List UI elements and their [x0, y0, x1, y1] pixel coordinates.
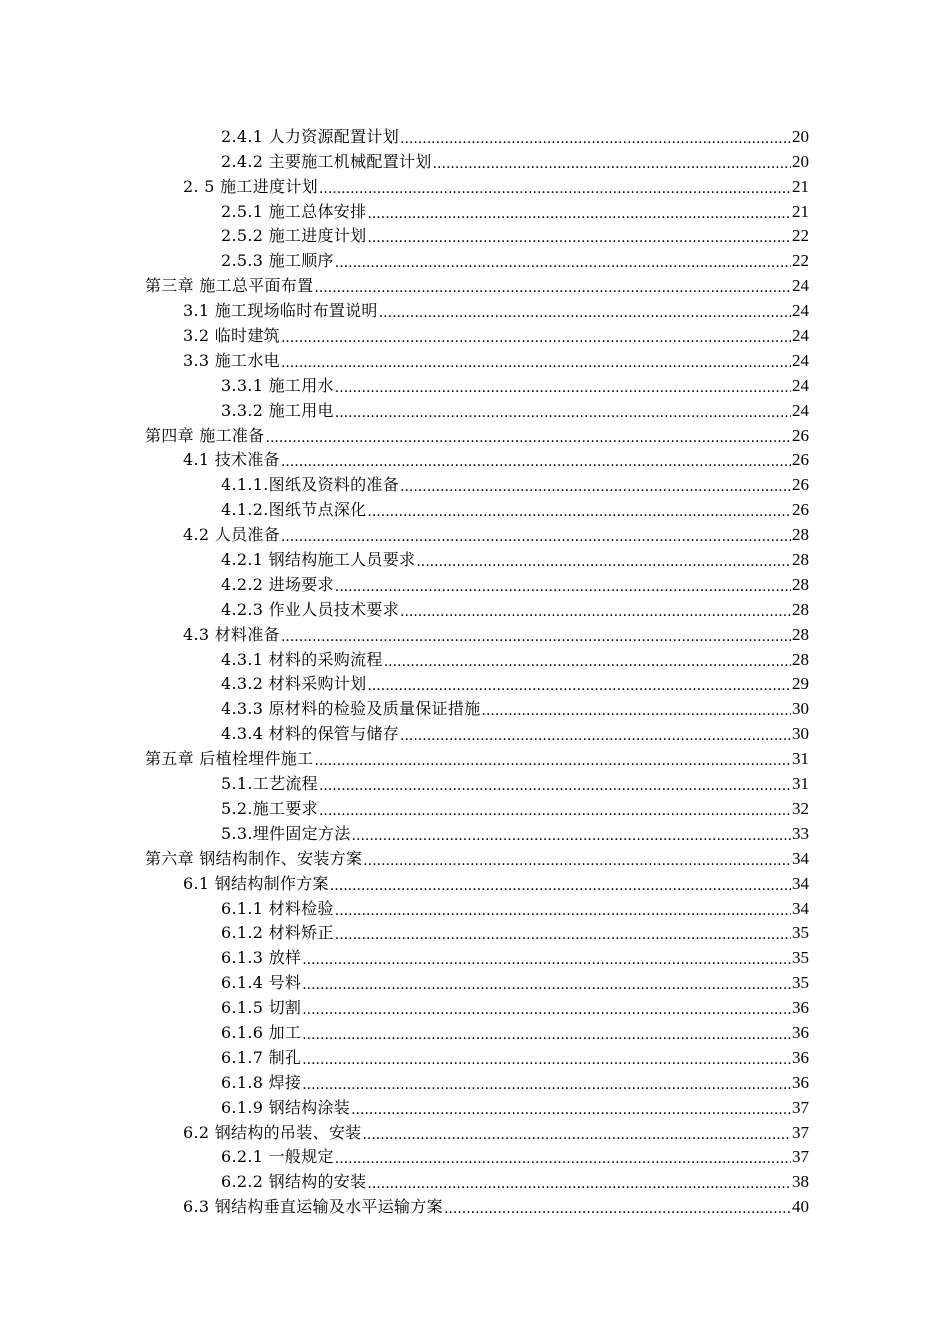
toc-entry[interactable]	[0, 1194, 809, 1219]
toc-entry[interactable]	[0, 423, 809, 448]
toc-entry[interactable]	[0, 398, 809, 423]
toc-entry-title: 第三章 施工总平面布置	[145, 276, 314, 296]
toc-entry[interactable]	[0, 1120, 809, 1145]
toc-entry-page-number: 24	[792, 350, 809, 370]
toc-entry-title: 6.1.7 制孔	[221, 1047, 302, 1067]
toc-entry-title: 4.2.1 钢结构施工人员要求	[221, 550, 416, 570]
toc-dot-leader	[314, 278, 791, 298]
toc-entry[interactable]	[0, 672, 809, 697]
toc-dot-leader	[444, 1199, 791, 1219]
toc-entry[interactable]	[0, 248, 809, 273]
toc-entry-page-number: 36	[792, 998, 809, 1018]
toc-entry-page-number: 37	[792, 1097, 809, 1117]
toc-entry[interactable]	[0, 945, 809, 970]
toc-entry[interactable]	[0, 298, 809, 323]
toc-entry-page-number: 37	[792, 1122, 809, 1142]
toc-entry-title: 4.3.1 材料的采购流程	[221, 649, 383, 669]
toc-entry-page-number: 24	[792, 400, 809, 420]
toc-entry-title: 4.3 材料准备	[183, 624, 280, 644]
toc-entry-page-number: 34	[792, 848, 809, 868]
toc-entry-page-number: 28	[792, 624, 809, 644]
toc-dot-leader	[335, 378, 791, 398]
toc-entry-page-number: 21	[792, 201, 809, 221]
toc-entry-page-number: 24	[792, 326, 809, 346]
toc-entry[interactable]	[0, 1169, 809, 1194]
toc-entry-title: 4.3.4 材料的保管与储存	[221, 724, 399, 744]
toc-entry-page-number: 40	[792, 1197, 809, 1217]
toc-entry-title: 4.2.2 进场要求	[221, 574, 334, 594]
toc-entry-page-number: 24	[792, 276, 809, 296]
toc-entry[interactable]	[0, 497, 809, 522]
toc-entry-title: 2.4.2 主要施工机械配置计划	[221, 151, 432, 171]
toc-entry-page-number: 33	[792, 823, 809, 843]
toc-entry-page-number: 21	[792, 176, 809, 196]
toc-entry-title: 6.1 钢结构制作方案	[183, 873, 329, 893]
toc-entry[interactable]	[0, 921, 809, 946]
toc-entry[interactable]	[0, 1095, 809, 1120]
toc-entry[interactable]	[0, 771, 809, 796]
toc-dot-leader	[367, 228, 791, 248]
toc-entry[interactable]	[0, 572, 809, 597]
toc-entry-page-number: 36	[792, 1022, 809, 1042]
toc-entry-title: 第六章 钢结构制作、安装方案	[145, 848, 363, 868]
toc-entry-page-number: 20	[792, 151, 809, 171]
toc-entry-page-number: 35	[792, 923, 809, 943]
toc-entry[interactable]	[0, 622, 809, 647]
toc-dot-leader	[367, 502, 791, 522]
toc-dot-leader	[319, 776, 791, 796]
toc-entry[interactable]	[0, 896, 809, 921]
toc-dot-leader	[362, 1125, 791, 1145]
toc-dot-leader	[335, 925, 791, 945]
toc-entry-page-number: 29	[792, 674, 809, 694]
toc-dot-leader	[367, 1174, 791, 1194]
toc-entry-title: 6.1.1 材料检验	[221, 898, 334, 918]
toc-dot-leader	[302, 1050, 791, 1070]
toc-entry-page-number: 34	[792, 873, 809, 893]
toc-entry-title: 4.2 人员准备	[183, 525, 280, 545]
toc-entry-title: 6.1.8 焊接	[221, 1072, 302, 1092]
toc-entry-page-number: 36	[792, 1072, 809, 1092]
toc-entry-page-number: 31	[792, 774, 809, 794]
toc-entry[interactable]	[0, 647, 809, 672]
toc-entry-page-number: 26	[792, 475, 809, 495]
toc-entry[interactable]	[0, 273, 809, 298]
toc-entry[interactable]	[0, 995, 809, 1020]
toc-entry-page-number: 22	[792, 226, 809, 246]
toc-dot-leader	[367, 204, 791, 224]
toc-entry-title: 6.1.6 加工	[221, 1022, 302, 1042]
toc-entry[interactable]	[0, 199, 809, 224]
toc-dot-leader	[384, 652, 791, 672]
toc-entry[interactable]	[0, 970, 809, 995]
toc-dot-leader	[400, 726, 791, 746]
toc-entry-page-number: 31	[792, 749, 809, 769]
toc-entry[interactable]	[0, 373, 809, 398]
toc-dot-leader	[433, 154, 791, 174]
toc-entry-title: 6.2.2 钢结构的安装	[221, 1172, 367, 1192]
toc-dot-leader	[335, 577, 791, 597]
toc-entry-title: 4.3.3 原材料的检验及质量保证措施	[221, 699, 481, 719]
toc-dot-leader	[319, 179, 791, 199]
toc-entry-title: 5.3.埋件固定方法	[221, 823, 351, 843]
toc-dot-leader	[416, 552, 791, 572]
toc-entry-title: 6.1.4 号料	[221, 973, 302, 993]
toc-entry[interactable]	[0, 124, 809, 149]
toc-entry[interactable]	[0, 323, 809, 348]
toc-entry-title: 2.5.1 施工总体安排	[221, 201, 367, 221]
toc-dot-leader	[352, 826, 791, 846]
toc-entry-page-number: 28	[792, 649, 809, 669]
toc-dot-leader	[335, 253, 791, 273]
toc-entry[interactable]	[0, 149, 809, 174]
toc-entry-page-number: 20	[792, 126, 809, 146]
toc-entry[interactable]	[0, 871, 809, 896]
toc-entry-page-number: 26	[792, 450, 809, 470]
toc-entry-page-number: 26	[792, 500, 809, 520]
toc-dot-leader	[281, 452, 791, 472]
toc-entry-title: 2.4.1 人力资源配置计划	[221, 126, 399, 146]
toc-entry-page-number: 24	[792, 301, 809, 321]
toc-entry-title: 4.1.2.图纸节点深化	[221, 500, 367, 520]
toc-dot-leader	[302, 1025, 791, 1045]
toc-entry[interactable]	[0, 547, 809, 572]
toc-dot-leader	[379, 303, 791, 323]
toc-entry[interactable]	[0, 522, 809, 547]
toc-dot-leader	[363, 851, 791, 871]
toc-dot-leader	[367, 676, 791, 696]
toc-entry[interactable]	[0, 796, 809, 821]
toc-dot-leader	[335, 403, 791, 423]
toc-entry-title: 2.5.3 施工顺序	[221, 251, 334, 271]
toc-entry[interactable]	[0, 224, 809, 249]
toc-entry[interactable]	[0, 721, 809, 746]
toc-entry-title: 4.1.1.图纸及资料的准备	[221, 475, 399, 495]
toc-entry-page-number: 26	[792, 425, 809, 445]
toc-dot-leader	[400, 602, 791, 622]
toc-entry-title: 6.1.3 放样	[221, 948, 302, 968]
toc-entry-page-number: 28	[792, 574, 809, 594]
toc-dot-leader	[400, 129, 791, 149]
toc-dot-leader	[319, 801, 791, 821]
table-of-contents	[0, 124, 950, 1219]
toc-dot-leader	[335, 901, 791, 921]
toc-entry-title: 4.1 技术准备	[183, 450, 280, 470]
toc-entry[interactable]	[0, 597, 809, 622]
toc-dot-leader	[314, 751, 791, 771]
toc-entry-title: 3.1 施工现场临时布置说明	[183, 301, 378, 321]
toc-entry-title: 5.2.施工要求	[221, 798, 318, 818]
toc-dot-leader	[400, 477, 791, 497]
toc-entry[interactable]	[0, 1145, 809, 1170]
toc-entry[interactable]	[0, 1020, 809, 1045]
toc-entry-title: 第五章 后植栓埋件施工	[145, 749, 314, 769]
toc-dot-leader	[281, 527, 791, 547]
toc-entry-title: 3.3.2 施工用电	[221, 400, 334, 420]
toc-entry-page-number: 36	[792, 1047, 809, 1067]
toc-entry-page-number: 30	[792, 699, 809, 719]
toc-entry-title: 3.3 施工水电	[183, 350, 280, 370]
toc-dot-leader	[330, 876, 791, 896]
toc-entry-title: 6.1.5 切割	[221, 998, 302, 1018]
toc-entry[interactable]	[0, 1070, 809, 1095]
toc-entry[interactable]	[0, 348, 809, 373]
toc-entry-title: 6.2 钢结构的吊装、安装	[183, 1122, 362, 1142]
toc-entry-page-number: 35	[792, 948, 809, 968]
toc-dot-leader	[335, 1149, 791, 1169]
toc-dot-leader	[281, 353, 791, 373]
toc-entry[interactable]	[0, 1045, 809, 1070]
toc-dot-leader	[482, 701, 792, 721]
toc-dot-leader	[266, 428, 792, 448]
toc-entry-title: 4.2.3 作业人员技术要求	[221, 599, 399, 619]
toc-entry-page-number: 24	[792, 375, 809, 395]
toc-entry[interactable]	[0, 846, 809, 871]
toc-entry-title: 3.2 临时建筑	[183, 326, 280, 346]
toc-entry-page-number: 35	[792, 973, 809, 993]
toc-entry-page-number: 38	[792, 1172, 809, 1192]
toc-dot-leader	[302, 975, 791, 995]
toc-entry-title: 6.2.1 一般规定	[221, 1147, 334, 1167]
toc-entry-title: 6.1.9 钢结构涂装	[221, 1097, 351, 1117]
toc-entry[interactable]	[0, 746, 809, 771]
toc-dot-leader	[281, 627, 791, 647]
toc-entry-title: 6.1.2 材料矫正	[221, 923, 334, 943]
toc-entry-page-number: 28	[792, 550, 809, 570]
toc-entry-title: 6.3 钢结构垂直运输及水平运输方案	[183, 1197, 443, 1217]
toc-entry-title: 4.3.2 材料采购计划	[221, 674, 367, 694]
toc-entry[interactable]	[0, 174, 809, 199]
toc-entry[interactable]	[0, 472, 809, 497]
toc-entry-page-number: 28	[792, 525, 809, 545]
toc-entry-page-number: 30	[792, 724, 809, 744]
toc-dot-leader	[302, 1000, 791, 1020]
toc-entry-title: 2. 5 施工进度计划	[183, 176, 318, 196]
toc-dot-leader	[351, 1100, 791, 1120]
toc-entry[interactable]	[0, 821, 809, 846]
toc-entry-title: 2.5.2 施工进度计划	[221, 226, 367, 246]
toc-entry[interactable]	[0, 696, 809, 721]
toc-dot-leader	[281, 328, 791, 348]
toc-entry-page-number: 37	[792, 1147, 809, 1167]
toc-entry-page-number: 34	[792, 898, 809, 918]
toc-entry-title: 5.1.工艺流程	[221, 774, 318, 794]
toc-entry[interactable]	[0, 448, 809, 473]
toc-dot-leader	[302, 1075, 791, 1095]
toc-entry-title: 3.3.1 施工用水	[221, 375, 334, 395]
toc-dot-leader	[302, 950, 791, 970]
toc-entry-page-number: 32	[792, 798, 809, 818]
toc-entry-page-number: 28	[792, 599, 809, 619]
toc-entry-title: 第四章 施工准备	[145, 425, 265, 445]
toc-entry-page-number: 22	[792, 251, 809, 271]
